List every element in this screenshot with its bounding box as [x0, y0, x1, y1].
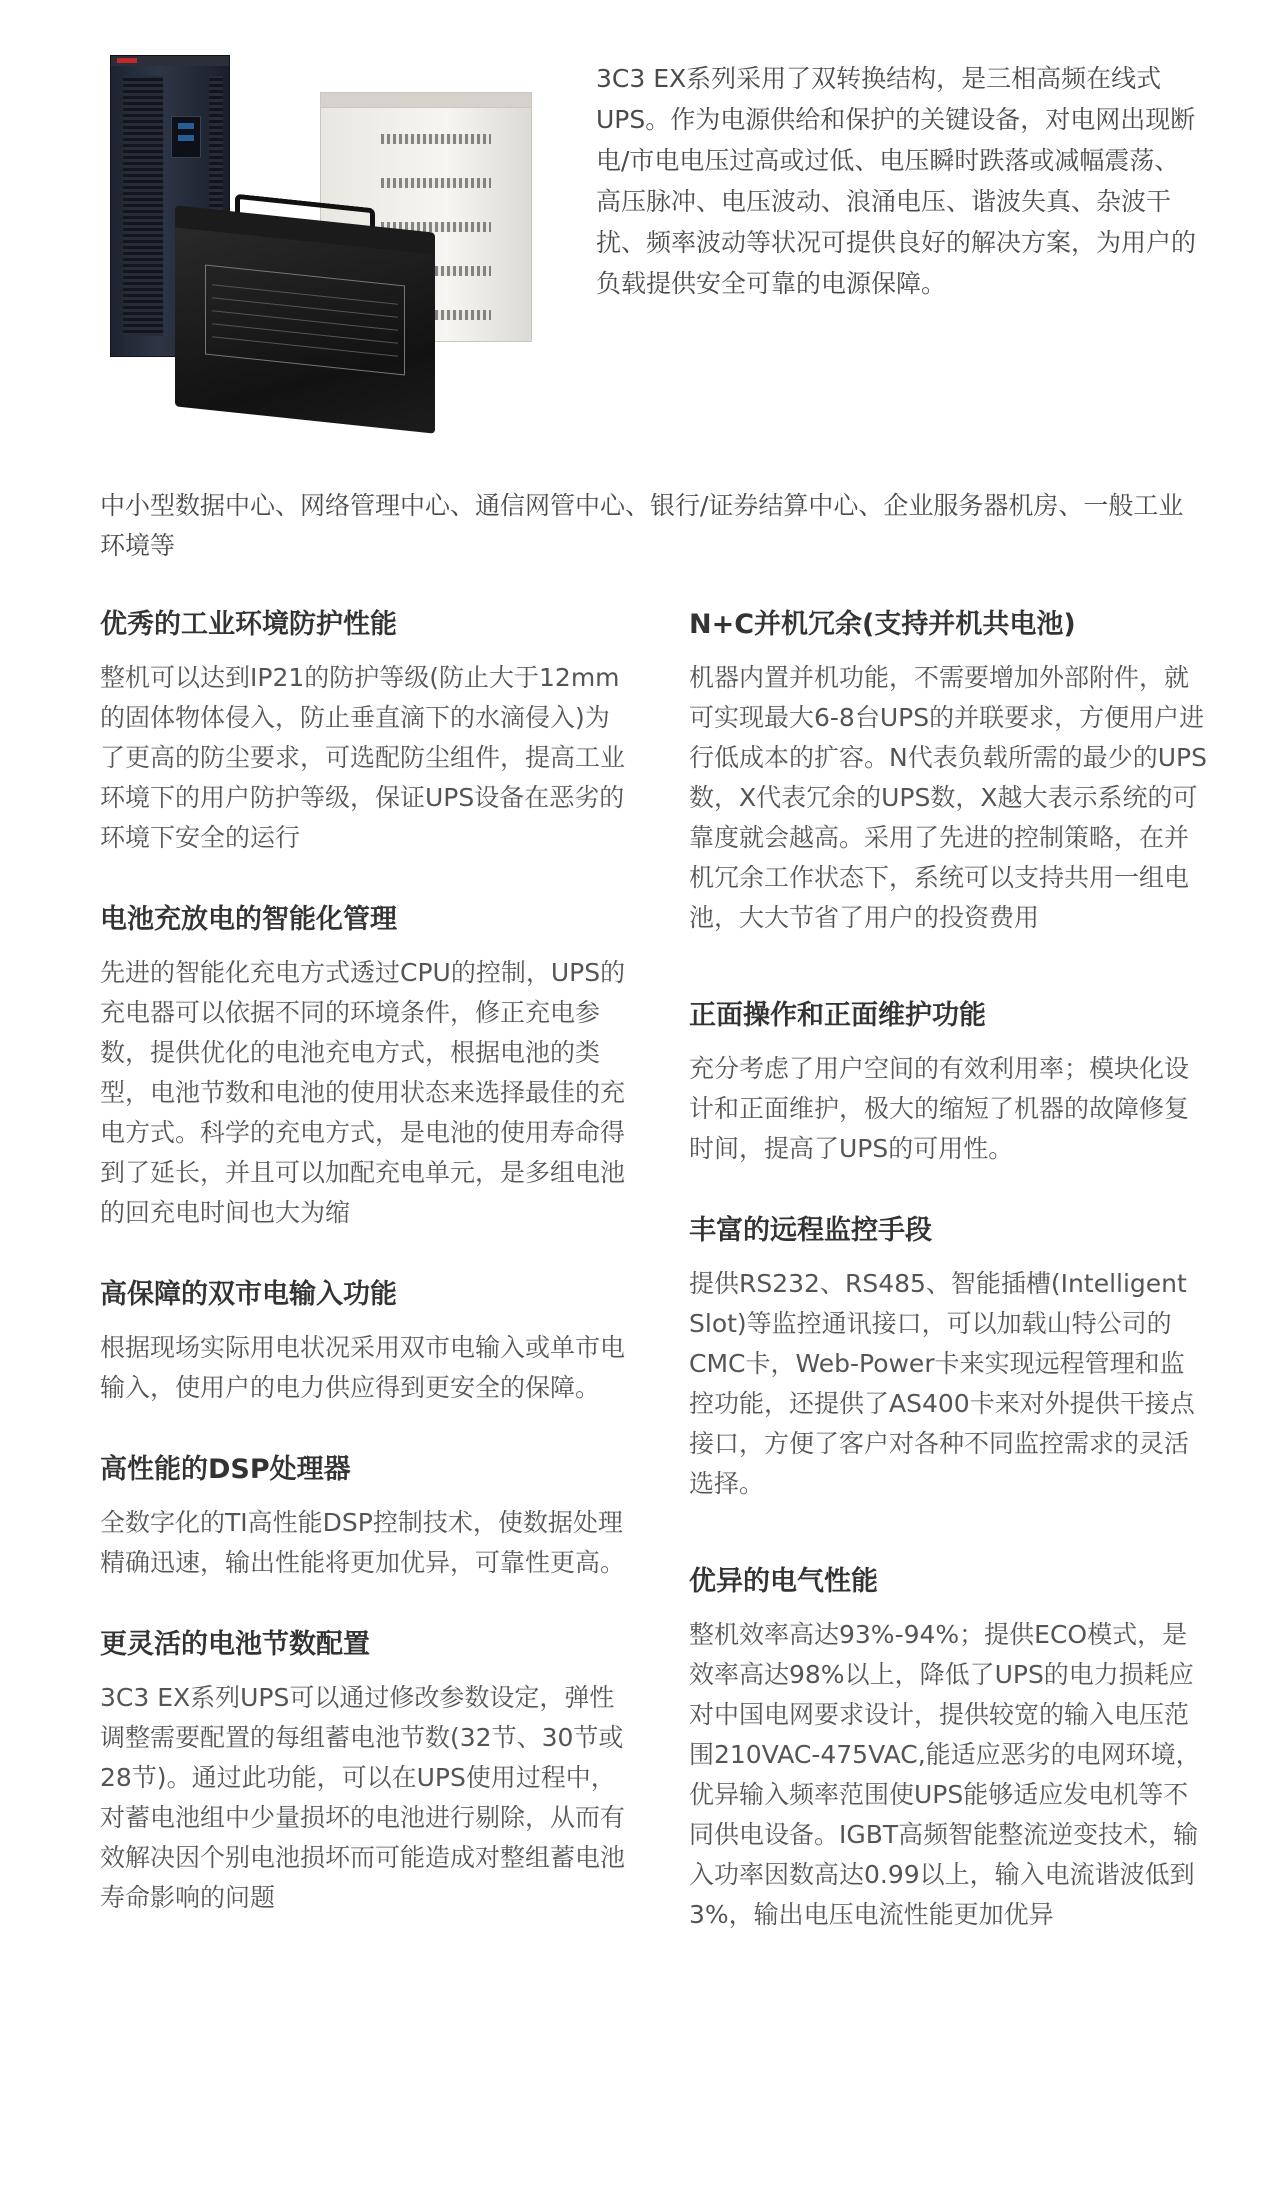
feature-section — [100, 1275, 630, 1408]
feature-body: 全数字化的TI高性能DSP控制技术，使数据处理精确迅速，输出性能将更加优异，可靠性更高。 — [100, 1508, 626, 1577]
feature-body: 提供RS232、RS485、智能插槽(Intelligent Slot)等监控通讯接口，可以加载山特公司的CMC卡，Web-Power卡来实现远程管理和监控功能，还提供了AS400卡来对外提供干接点接口，方便了客户对各种不同监控需求的灵活选择。 — [689, 1269, 1195, 1498]
features-left-column — [100, 605, 630, 1918]
battery-image — [175, 221, 435, 433]
feature-title: 电池充放电的智能化管理 — [100, 904, 397, 935]
feature-title: 更灵活的电池节数配置 — [100, 1629, 370, 1660]
product-intro: 3C3 EX系列采用了双转换结构，是三相高频在线式UPS。作为电源供给和保护的关键设备，对电网出现断电/市电电压过高或过低、电压瞬时跌落或减幅震荡、高压脉冲、电压波动、浪涌电压、谐波失真、杂波干扰、频率波动等状况可提供良好的解决方案，为用户的负载提供安全可靠的电源保障。 — [596, 64, 1197, 298]
feature-body: 先进的智能化充电方式透过CPU的控制，UPS的充电器可以依据不同的环境条件，修正充电参数，提供优化的电池充电方式，根据电池的类型，电池节数和电池的使用状态来选择最佳的充电方式。科学的充电方式，是电池的使用寿命得到了延长，并且可以加配充电单元，是多组电池的回充电时间也大为缩 — [100, 958, 626, 1227]
feature-section — [100, 1625, 630, 1918]
feature-body: 3C3 EX系列UPS可以通过修改参数设定，弹性调整需要配置的每组蓄电池节数(32节、30节或28节)。通过此功能，可以在UPS使用过程中，对蓄电池组中少量损坏的电池进行剔除，从而有效解决因个别电池损坏而可能造成对整组蓄电池寿命影响的问题 — [100, 1683, 626, 1912]
feature-section — [689, 996, 1209, 1169]
feature-body: 整机效率高达93%-94%；提供ECO模式，是效率高达98%以上，降低了UPS的电力损耗应对中国电网要求设计，提供较宽的输入电压范围210VAC-475VAC,能适应恶劣的电网环境，优异输入频率范围使UPS能够适应发电机等不同供电设备。IGBT高频智能整流逆变技术，输入功率因数高达0.99以上，输入电流谐波低到3%，输出电压电流性能更加优异 — [689, 1620, 1201, 1929]
feature-body: 充分考虑了用户空间的有效利用率；模块化设计和正面维护，极大的缩短了机器的故障修复时间，提高了UPS的可用性。 — [689, 1054, 1190, 1163]
feature-section — [100, 605, 630, 858]
feature-section — [689, 1211, 1209, 1504]
feature-title: 正面操作和正面维护功能 — [689, 1000, 986, 1031]
applications-text: 中小型数据中心、网络管理中心、通信网管中心、银行/证券结算中心、企业服务器机房、一般工业环境等 — [100, 491, 1184, 560]
feature-title: 优秀的工业环境防护性能 — [100, 609, 397, 640]
feature-body: 根据现场实际用电状况采用双市电输入或单市电输入，使用户的电力供应得到更安全的保障。 — [100, 1333, 626, 1402]
feature-title: 优异的电气性能 — [689, 1566, 878, 1597]
feature-title: 高保障的双市电输入功能 — [100, 1279, 397, 1310]
feature-body: 整机可以达到IP21的防护等级(防止大于12mm的固体物体侵入，防止垂直滴下的水滴侵入)为了更高的防尘要求，可选配防尘组件，提高工业环境下的用户防护等级，保证UPS设备在恶劣的环境下安全的运行 — [100, 663, 626, 852]
features-right-column — [689, 605, 1209, 1935]
feature-body: 机器内置并机功能，不需要增加外部附件，就可实现最大6-8台UPS的并联要求，方便用户进行低成本的扩容。N代表负载所需的最少的UPS数，X代表冗余的UPS数，X越大表示系统的可靠度就会越高。采用了先进的控制策略，在并机冗余工作状态下，系统可以支持共用一组电池，大大节省了用户的投资费用 — [689, 663, 1207, 932]
feature-section — [100, 900, 630, 1233]
feature-title: 高性能的DSP处理器 — [100, 1454, 351, 1485]
feature-section — [100, 1450, 630, 1583]
feature-title: N+C并机冗余(支持并机共电池) — [689, 609, 1076, 640]
feature-section — [689, 605, 1209, 938]
feature-section — [689, 1562, 1209, 1935]
product-image — [100, 50, 560, 430]
feature-title: 丰富的远程监控手段 — [689, 1215, 932, 1246]
